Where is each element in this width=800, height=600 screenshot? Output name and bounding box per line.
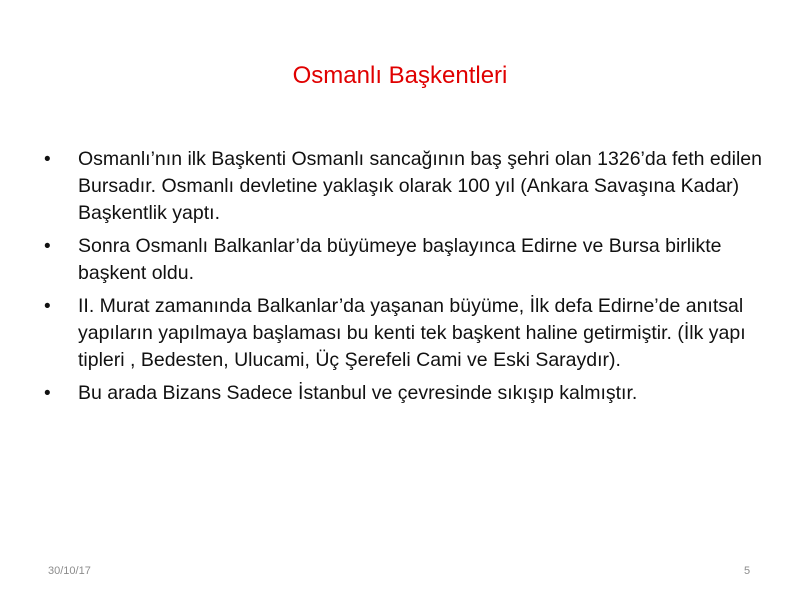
bullet-dot-icon: • — [44, 383, 51, 404]
bullet-dot-icon: • — [44, 296, 51, 317]
bullet-text: II. Murat zamanında Balkanlar’da yaşanan büyüme, İlk defa Edirne’de anıtsal yapıların yapılmaya başlaması bu kenti tek başkent haline getirmiştir. (İlk yapı tipleri , Bedesten, Ulucami, Üç Şerefeli Cami ve Eski Saraydır). — [78, 295, 746, 371]
bullet-item — [42, 293, 767, 374]
footer-page-number: 5 — [744, 565, 751, 577]
bullet-text: Sonra Osmanlı Balkanlar’da büyümeye başlayınca Edirne ve Bursa birlikte başkent oldu. — [78, 235, 722, 284]
bullet-item — [42, 233, 767, 287]
footer-date: 30/10/17 — [48, 565, 91, 577]
bullet-text: Osmanlı’nın ilk Başkenti Osmanlı sancağının baş şehri olan 1326’da feth edilen Bursadır. Osmanlı devletine yaklaşık olarak 100 yıl (Ankara Savaşına Kadar) Başkentlik yaptı. — [78, 148, 762, 224]
bullet-text: Bu arada Bizans Sadece İstanbul ve çevresinde sıkışıp kalmıştır. — [78, 382, 638, 404]
bullet-dot-icon: • — [44, 236, 51, 257]
bullet-item — [42, 380, 767, 407]
bullet-dot-icon: • — [44, 149, 51, 170]
bullet-list — [42, 146, 767, 413]
slide-title: Osmanlı Başkentleri — [292, 62, 508, 89]
bullet-item — [42, 146, 767, 227]
